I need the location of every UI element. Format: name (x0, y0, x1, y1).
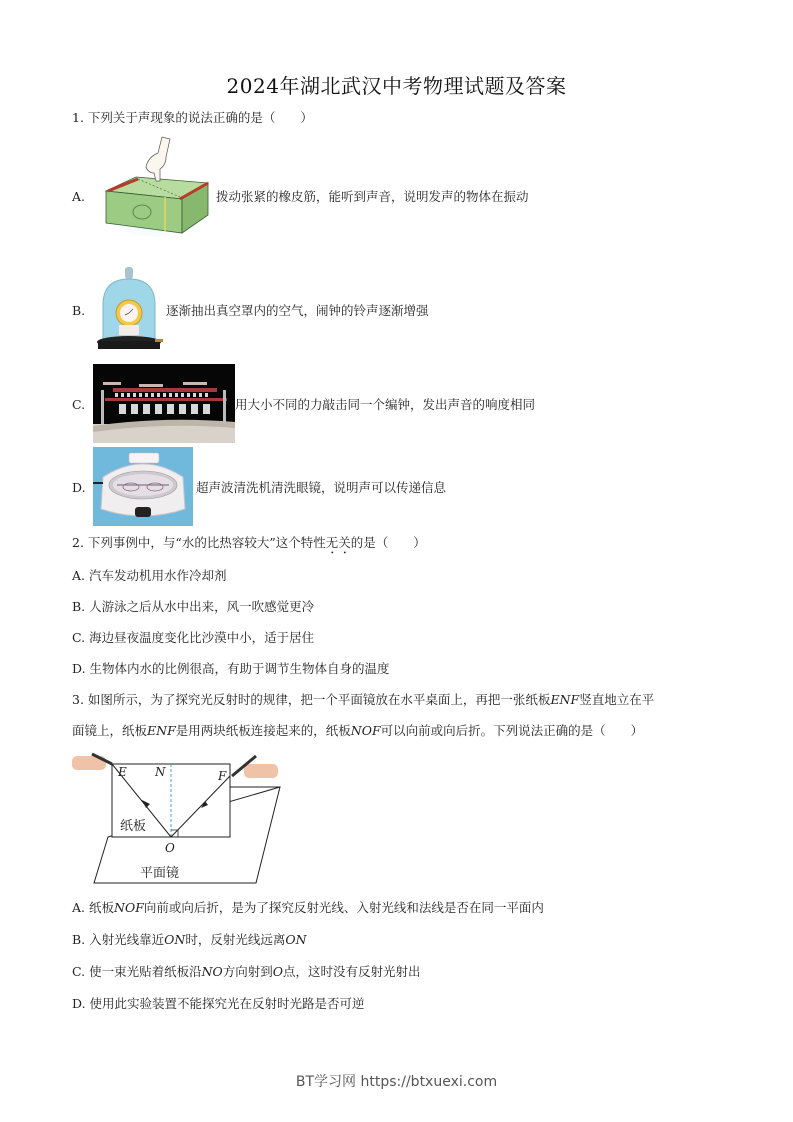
question-1-stem (72, 110, 313, 126)
question-text: 是用两块纸板连接起来的，纸板 (175, 723, 351, 738)
label-board: 纸板 (120, 819, 147, 834)
option-label: A. (72, 900, 86, 915)
question-text: 如图所示，为了探究光反射时的规律，把一个平面镜放在水平桌面上，再把一张纸板 (87, 692, 551, 707)
option-text: 超声波清洗机清洗眼镜，说明声可以传递信息 (196, 480, 447, 495)
footer-watermark: BT学习网 https://btxuexi.com (295, 1074, 498, 1090)
alarm-clock-in-bell-jar-photo (95, 265, 165, 355)
variable: ON (164, 932, 186, 947)
label-f: F (218, 769, 227, 783)
question-2-option-b (72, 599, 314, 615)
option-text: 汽车发动机用水作冷却剂 (89, 568, 227, 583)
question-3-option-c (72, 964, 421, 980)
label-n: N (155, 765, 166, 779)
question-text: 下列事例中，与“水的比热容较大”这个特性 (87, 535, 326, 550)
option-text: 使一束光贴着纸板沿 (89, 964, 202, 979)
variable: NOF (114, 900, 144, 915)
question-text: 下列关于声现象的说法正确的是（ ） (87, 110, 313, 125)
variable: ON (285, 932, 307, 947)
question-number: 2. (72, 535, 84, 550)
question-3-option-d (72, 996, 365, 1012)
option-text: 向前或向后折，是为了探究反射光线、入射光线和法线是否在同一平面内 (143, 900, 544, 915)
option-label: D. (72, 996, 86, 1011)
question-2-stem (72, 535, 426, 557)
option-text: 拨动张紧的橡皮筋，能听到声音，说明发声的物体在振动 (216, 189, 529, 204)
option-text: 生物体内水的比例很高，有助于调节生物体自身的温度 (89, 661, 390, 676)
variable: NOF (350, 723, 381, 738)
option-text: 纸板 (89, 900, 115, 915)
question-3-option-a (72, 900, 544, 916)
document-title: 2024年湖北武汉中考物理试题及答案 (226, 74, 567, 98)
option-text: 使用此实验装置不能探究光在反射时光路是否可逆 (89, 996, 365, 1011)
light-reflection-diagram (70, 750, 282, 886)
option-text: 人游泳之后从水中出来，风一吹感觉更冷 (89, 599, 315, 614)
variable: O (272, 964, 284, 979)
option-label: B. (72, 303, 86, 318)
option-text: 点，这时没有反射光射出 (283, 964, 421, 979)
ultrasonic-cleaner-photo (93, 447, 193, 526)
label-o: O (165, 841, 175, 855)
option-label: A. (72, 568, 86, 583)
option-text: 逐渐抽出真空罩内的空气，闹钟的铃声逐渐增强 (166, 303, 429, 318)
question-3-option-b (72, 932, 307, 948)
question-3-stem-line1 (72, 692, 654, 708)
option-text: 入射光线靠近 (89, 932, 165, 947)
option-label: A. (72, 189, 86, 204)
rubber-band-box-illustration (100, 135, 212, 240)
option-text: 用大小不同的力敲击同一个编钟，发出声音的响度相同 (235, 397, 536, 412)
option-text: 时，反射光线远离 (185, 932, 286, 947)
option-text: 海边昼夜温度变化比沙漠中小，适于居住 (89, 630, 315, 645)
option-label: C. (72, 630, 86, 645)
question-text-end: 的是（ ） (350, 535, 426, 550)
option-label: B. (72, 932, 86, 947)
chime-bells-photo (93, 364, 235, 443)
option-label: D. (72, 661, 86, 676)
question-text: 可以向前或向后折。下列说法正确的是（ ） (380, 723, 644, 738)
option-label: C. (72, 964, 86, 979)
option-text: 方向射到 (222, 964, 273, 979)
question-2-option-c (72, 630, 314, 646)
question-2-option-a (72, 568, 227, 584)
option-label: B. (72, 599, 86, 614)
variable: ENF (147, 723, 176, 738)
question-text: 竖直地立在平 (579, 692, 655, 707)
variable: ENF (550, 692, 580, 707)
question-number: 1. (72, 110, 84, 125)
question-2-option-d (72, 661, 390, 677)
option-label: C. (72, 397, 86, 412)
option-label: D. (72, 480, 86, 495)
label-mirror: 平面镜 (140, 866, 180, 881)
question-text: 面镜上，纸板 (72, 723, 148, 738)
question-3-stem-line2 (72, 723, 643, 739)
variable: NO (201, 964, 223, 979)
question-number: 3. (72, 692, 84, 707)
label-e: E (118, 765, 127, 779)
emphasized-text: 无关 (325, 535, 351, 550)
